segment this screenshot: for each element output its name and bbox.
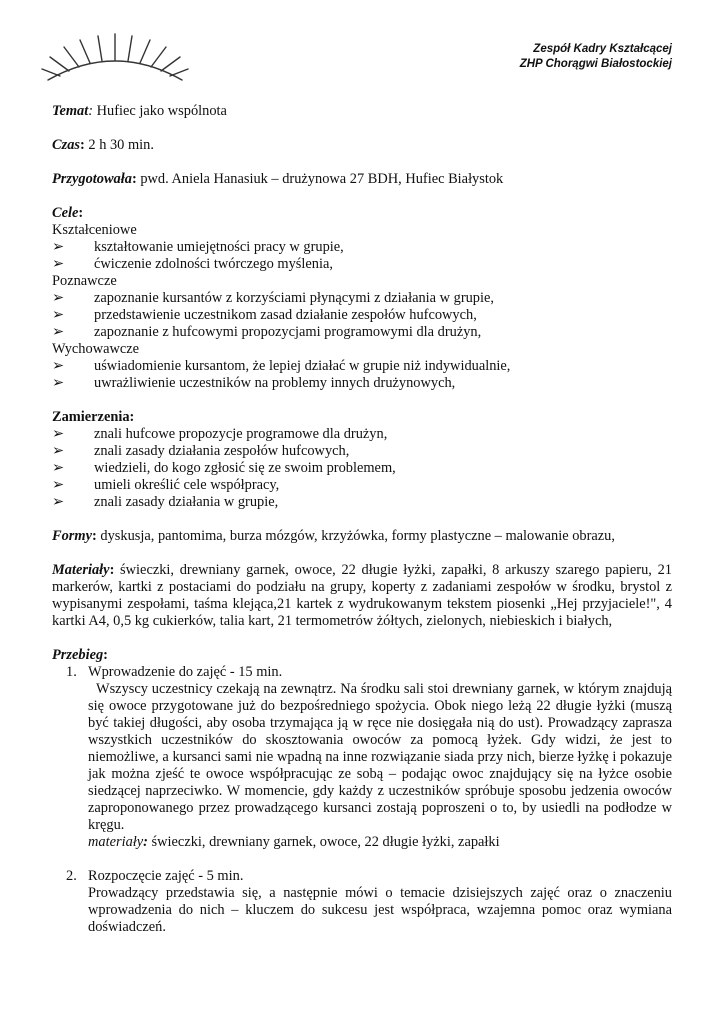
czas-field: Czas: 2 h 30 min. xyxy=(52,137,154,153)
step-title: Rozpoczęcie zajęć - 5 min. xyxy=(88,868,244,884)
step-materials: materiały: świeczki, drewniany garnek, owoce, 22 długie łyżki, zapałki xyxy=(88,834,500,850)
list-item: ➢ ćwiczenie zdolności twórczego myślenia, xyxy=(52,256,333,272)
cele-group-title: Kształceniowe xyxy=(52,222,137,238)
step-item xyxy=(52,664,672,851)
step-number: 2. xyxy=(66,868,77,884)
przygotowala-field: Przygotowała: pwd. Aniela Hanasiuk – drużynowa 27 BDH, Hufiec Białystok xyxy=(52,171,504,187)
materialy-value: świeczki, drewniany garnek, owoce, 22 długie łyżki, zapałki, 8 arkuszy szarego papieru, 21 markerów, kartki z postaciami do podziału na grupy, koperty z zadaniami zespołów w środku, brystol z wypisanymi zespołami, taśma klejąca,21 kartek z wydrukowanym tekstem piosenki „Hej przyjaciele!", 4 kartki A4, 0,5 kg cukierków, talia kart, 21 termometrów żółtych, zielonych, niebieskich i białych, xyxy=(52,562,672,629)
zamierzenia-section xyxy=(52,409,672,511)
list-item: ➢ kształtowanie umiejętności pracy w grupie, xyxy=(52,239,344,255)
temat-label: Temat xyxy=(52,103,89,119)
arrow-bullet-icon: ➢ xyxy=(52,324,65,340)
list-item: ➢ znali hufcowe propozycje programowe dla drużyn, xyxy=(52,426,388,442)
przebieg-section: Przebieg: 1. Wprowadzenie do zajęć - 15 min. Wszyscy uczestnicy czekają na zewnątrz. Na środku sali stoi drewniany garnek, w którym znajdują się owoce przygotowane już do bezpośredniego spożycia. Obok niego leżą 22 długie łyżki (muszą być takiej długości, aby osoba trzymająca ją w ręce nie dosięgała nią do ust). Prowadzący zaprasza wszystkich uczestników do skosztowania owoców za pomocą łyżek. Gdy widzi, że jest to niemożliwe, a kursanci sami nie wpadną na inne rozwiązanie siada przy nich, bierze łyżkę i pokazuje jak można zjeść te owoce współpracując ze sobą – podając owoc znajdujący się na łyżce osobie siedzącej naprzeciwko. W momencie, gdy każdy z uczestników spróbuje sposobu jedzenia owoców zaproponowanego przez prowadzącego kursanci zostają poproszeni o to, by usiedli na podłodze w kręgu. materiały: świeczki, drewniany garnek, owoce, 22 długie łyżki, zapałki 2. Rozpoczęcie zajęć - 5 min. Prowadzący przedstawia się, a następnie mówi o temacie dzisiejszych zajęć oraz o znaczeniu wprowadzenia do nich – kluczem do sukcesu jest współpraca, wzajemna pomoc oraz wymiana doświadczeń. xyxy=(52,647,672,935)
list-item: ➢ wiedzieli, do kogo zgłosić się ze swoim problemem, xyxy=(52,460,396,476)
temat-sep: : xyxy=(88,103,94,119)
temat-field xyxy=(52,103,672,120)
arrow-bullet-icon: ➢ xyxy=(52,375,65,391)
step-number: 1. xyxy=(66,664,77,680)
formy-field: Formy: dyskusja, pantomima, burza mózgów, krzyżówka, formy plastyczne – malowanie obrazu, xyxy=(52,528,615,544)
list-item: ➢ uwrażliwienie uczestników na problemy innych drużynowych, xyxy=(52,375,456,391)
przygotowala-label: Przygotowała xyxy=(52,171,132,187)
formy-label: Formy xyxy=(52,528,92,544)
formy-value: dyskusja, pantomima, burza mózgów, krzyżówka, formy plastyczne – malowanie obrazu, xyxy=(96,528,615,544)
arrow-bullet-icon: ➢ xyxy=(52,239,65,255)
arrow-bullet-icon: ➢ xyxy=(52,494,65,510)
cele-label: Cele xyxy=(52,205,79,221)
cele-group-title: Wychowawcze xyxy=(52,341,140,357)
org-line-2: ZHP Chorągwi Białostockiej xyxy=(519,58,672,70)
arrow-bullet-icon: ➢ xyxy=(52,307,65,323)
przebieg-label: Przebieg xyxy=(52,647,104,663)
list-item: ➢ przedstawienie uczestnikom zasad działanie zespołów hufcowych, xyxy=(52,307,477,323)
cele-group-title: Poznawcze xyxy=(52,273,117,289)
list-item: ➢ znali zasady działania w grupie, xyxy=(52,494,279,510)
zamierzenia-label: Zamierzenia: xyxy=(52,409,135,425)
czas-label: Czas xyxy=(52,137,80,153)
arrow-bullet-icon: ➢ xyxy=(52,358,65,374)
materialy-label: Materiały xyxy=(52,562,110,578)
arrow-bullet-icon: ➢ xyxy=(52,477,65,493)
step-item xyxy=(52,868,672,936)
step-body: Prowadzący przedstawia się, a następnie mówi o temacie dzisiejszych zajęć oraz o znaczeniu wprowadzenia do nich – kluczem do sukcesu jest współpraca, wzajemna pomoc oraz wymiana doświadczeń. xyxy=(88,885,672,935)
materialy-field: Materiały: świeczki, drewniany garnek, owoce, 22 długie łyżki, zapałki, 8 arkuszy szarego papieru, 21 markerów, kartki z postaciami do podziału na grupy, koperty z zadaniami zespołów w środku, brystol z wypisanymi zespołami, taśma klejąca,21 kartek z wydrukowanym tekstem piosenki „Hej przyjaciele!", 4 kartki A4, 0,5 kg cukierków, talia kart, 21 termometrów żółtych, zielonych, niebieskich i białych, xyxy=(52,562,672,629)
przygotowala-value: pwd. Aniela Hanasiuk – drużynowa 27 BDH, Hufiec Białystok xyxy=(136,171,504,187)
arrow-bullet-icon: ➢ xyxy=(52,426,65,442)
organization-header xyxy=(520,42,672,72)
arrow-bullet-icon: ➢ xyxy=(52,460,65,476)
list-item: ➢ umieli określić cele współpracy, xyxy=(52,477,280,493)
step-materials-value: świeczki, drewniany garnek, owoce, 22 długie łyżki, zapałki xyxy=(147,834,500,850)
list-item: ➢ zapoznanie kursantów z korzyściami płynącymi z działania w grupie, xyxy=(52,290,494,306)
step-materials-label: materiały xyxy=(88,834,144,850)
czas-value: 2 h 30 min. xyxy=(84,137,154,153)
org-line-1: Zespół Kadry Kształcącej xyxy=(533,43,672,55)
arrow-bullet-icon: ➢ xyxy=(52,443,65,459)
list-item: ➢ znali zasady działania zespołów hufcowych, xyxy=(52,443,350,459)
document-body xyxy=(52,103,672,953)
list-item: ➢ zapoznanie z hufcowymi propozycjami programowymi dla drużyn, xyxy=(52,324,482,340)
arrow-bullet-icon: ➢ xyxy=(52,256,65,272)
sun-rays-logo-icon xyxy=(40,32,190,92)
step-title: Wprowadzenie do zajęć - 15 min. xyxy=(88,664,283,680)
arrow-bullet-icon: ➢ xyxy=(52,290,65,306)
step-body: Wszyscy uczestnicy czekają na zewnątrz. Na środku sali stoi drewniany garnek, w którym znajdują się owoce przygotowane już do bezpośredniego spożycia. Obok niego leżą 22 długie łyżki (muszą być takiej długości, aby osoba trzymająca ją w ręce nie dosięgała nią do ust). Prowadzący zaprasza wszystkich uczestników do skosztowania owoców za pomocą łyżek. Gdy widzi, że jest to niemożliwe, a kursanci sami nie wpadną na inne rozwiązanie siada przy nich, bierze łyżkę i pokazuje jak można zjeść te owoce współpracując ze sobą – podając owoc znajdujący się na łyżce osobie siedzącej naprzeciwko. W momencie, gdy każdy z uczestników spróbuje sposobu jedzenia owoców zaproponowanego przez prowadzącego kursanci zostają poproszeni o to, by usiedli na podłodze w kręgu. xyxy=(88,681,672,833)
cele-section: Cele: Kształceniowe ➢ kształtowanie umiejętności pracy w grupie, ➢ ćwiczenie zdolności twórczego myślenia, Poznawcze ➢ zapoznanie kursantów z korzyściami płynącymi z działania w grupie, ➢ przedstawienie uczestnikom zasad działanie zespołów hufcowych, ➢ zapoznanie z hufcowymi propozycjami programowymi dla drużyn, Wychowawcze ➢ uświadomienie kursantom, że lepiej działać w grupie niż indywidualnie, ➢ uwrażliwienie uczestników na problemy innych drużynowych, xyxy=(52,205,672,392)
list-item: ➢ uświadomienie kursantom, że lepiej działać w grupie niż indywidualnie, xyxy=(52,358,511,374)
temat-value: Hufiec jako wspólnota xyxy=(93,103,227,119)
